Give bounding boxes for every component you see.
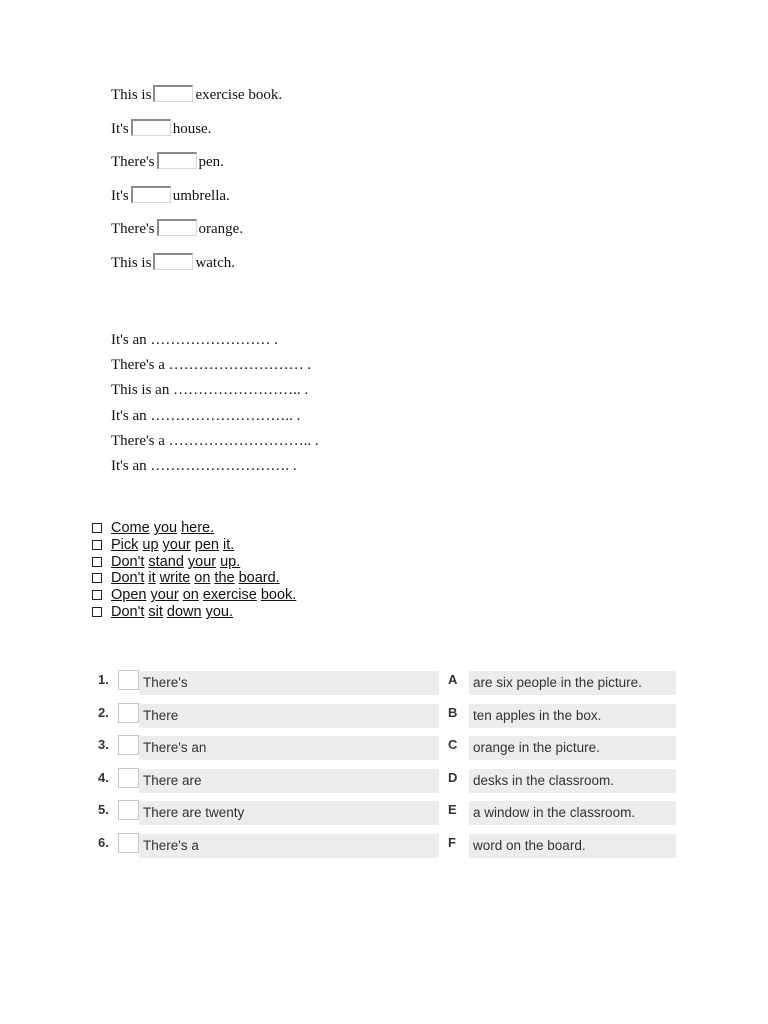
match-row bbox=[0, 735, 768, 768]
option-letter: E bbox=[448, 802, 457, 817]
scrambled-word: on bbox=[182, 587, 199, 604]
scrambled-word: it. bbox=[222, 536, 235, 553]
scrambled-word: exercise bbox=[202, 587, 257, 604]
item-number: 2. bbox=[98, 704, 109, 720]
dotted-sentence: This is an …………………….. . bbox=[111, 382, 309, 399]
scrambled-word: you bbox=[153, 520, 178, 536]
answer-box[interactable] bbox=[153, 253, 193, 270]
unscramble-row bbox=[92, 570, 300, 587]
scrambled-word: Pick bbox=[111, 536, 139, 553]
checkbox-icon[interactable] bbox=[92, 540, 102, 550]
match-row bbox=[0, 833, 768, 866]
match-row bbox=[0, 703, 768, 736]
scrambled-word: up bbox=[142, 536, 159, 553]
scrambled-word: board. bbox=[238, 570, 280, 587]
sentence-start-cell: There bbox=[139, 704, 439, 728]
fill-in-row bbox=[111, 220, 282, 254]
answer-letter-box[interactable] bbox=[118, 800, 139, 820]
checkbox-icon[interactable] bbox=[92, 573, 102, 583]
item-number: 5. bbox=[98, 802, 109, 817]
sentence-end: umbrella. bbox=[172, 187, 230, 204]
scrambled-word: sit bbox=[148, 603, 163, 620]
sentence-end-cell: word on the board. bbox=[469, 834, 676, 858]
scrambled-word: your bbox=[150, 587, 179, 604]
scrambled-word: Don't bbox=[111, 570, 145, 587]
option-letter: C bbox=[448, 737, 458, 752]
sentence-end: orange. bbox=[198, 221, 244, 237]
sentence-end-cell: ten apples in the box. bbox=[469, 704, 676, 728]
sentence-end-cell: desks in the classroom. bbox=[469, 769, 676, 793]
scrambled-word: Come bbox=[111, 520, 150, 536]
fill-in-row bbox=[111, 153, 282, 187]
scrambled-word: the bbox=[214, 570, 235, 587]
scrambled-word: book. bbox=[260, 587, 297, 604]
scrambled-word: your bbox=[187, 553, 217, 570]
answer-box[interactable] bbox=[157, 219, 197, 236]
answer-box[interactable] bbox=[157, 152, 197, 169]
fill-in-row bbox=[111, 254, 282, 288]
sentence-end: pen. bbox=[198, 154, 224, 170]
scrambled-word: pen bbox=[194, 536, 219, 553]
unscramble-sentences-exercise bbox=[92, 520, 300, 621]
sentence-start: There's bbox=[111, 221, 155, 237]
dotted-sentence: It's an …………………… . bbox=[111, 332, 278, 348]
scrambled-word: stand bbox=[148, 553, 184, 570]
unscramble-row bbox=[92, 520, 300, 537]
scrambled-word: you. bbox=[205, 603, 233, 620]
answer-box[interactable] bbox=[153, 85, 193, 102]
sentence-end: watch. bbox=[195, 254, 236, 271]
sentence-start: It's bbox=[111, 120, 129, 137]
option-letter: A bbox=[448, 672, 458, 687]
option-letter: F bbox=[448, 834, 456, 850]
sentence-end: house. bbox=[172, 120, 212, 137]
item-number: 4. bbox=[98, 769, 109, 785]
scrambled-word: Don't bbox=[111, 553, 145, 570]
answer-letter-box[interactable] bbox=[118, 703, 139, 723]
answer-letter-box[interactable] bbox=[118, 833, 139, 853]
sentence-start: There's bbox=[111, 154, 155, 170]
answer-letter-box[interactable] bbox=[118, 670, 139, 690]
option-letter: D bbox=[448, 769, 458, 785]
unscramble-row bbox=[92, 587, 300, 604]
sentence-start-cell: There's an bbox=[139, 736, 439, 760]
sentence-end: exercise book. bbox=[195, 87, 283, 103]
sentence-end-cell: orange in the picture. bbox=[469, 736, 676, 760]
match-row bbox=[0, 800, 768, 833]
sentence-start-cell: There's a bbox=[139, 834, 439, 858]
dotted-sentence: There's a ……………………… . bbox=[111, 357, 312, 374]
item-number: 1. bbox=[98, 672, 109, 687]
unscramble-row bbox=[92, 554, 300, 571]
scrambled-word: your bbox=[162, 536, 191, 553]
sentence-start: This is bbox=[111, 254, 152, 271]
option-letter: B bbox=[448, 704, 458, 720]
match-row bbox=[0, 768, 768, 801]
scrambled-word: down bbox=[166, 603, 202, 620]
sentence-start-cell: There are twenty bbox=[139, 801, 439, 825]
scrambled-word: Don't bbox=[111, 603, 145, 620]
write-sentence-exercise bbox=[111, 331, 319, 482]
answer-letter-box[interactable] bbox=[118, 768, 139, 788]
fill-in-row bbox=[111, 120, 282, 154]
matching-exercise bbox=[0, 670, 768, 865]
sentence-end-cell: a window in the classroom. bbox=[469, 801, 676, 825]
scrambled-word: it bbox=[148, 570, 156, 587]
scrambled-word: write bbox=[159, 570, 191, 587]
dotted-sentence: It's an ………………………. . bbox=[111, 457, 297, 474]
sentence-start-cell: There's bbox=[139, 671, 439, 695]
dotted-sentence: There's a ……………………….. . bbox=[111, 432, 319, 449]
fill-in-row bbox=[111, 187, 282, 221]
sentence-end-cell: are six people in the picture. bbox=[469, 671, 676, 695]
checkbox-icon[interactable] bbox=[92, 607, 102, 617]
answer-letter-box[interactable] bbox=[118, 735, 139, 755]
scrambled-word: Open bbox=[111, 587, 147, 604]
checkbox-icon[interactable] bbox=[92, 557, 102, 567]
scrambled-word: here. bbox=[181, 520, 215, 536]
sentence-start: It's bbox=[111, 187, 129, 204]
checkbox-icon[interactable] bbox=[92, 523, 102, 533]
item-number: 6. bbox=[98, 834, 109, 850]
sentence-start: This is bbox=[111, 87, 152, 103]
match-row bbox=[0, 670, 768, 703]
dotted-sentence: It's an ……………………….. . bbox=[111, 407, 301, 424]
scrambled-word: up. bbox=[220, 553, 241, 570]
scrambled-word: on bbox=[194, 570, 211, 587]
checkbox-icon[interactable] bbox=[92, 590, 102, 600]
unscramble-row bbox=[92, 537, 300, 554]
answer-box[interactable] bbox=[131, 119, 171, 136]
unscramble-row bbox=[92, 604, 300, 621]
sentence-start-cell: There are bbox=[139, 769, 439, 793]
fill-in-article-exercise bbox=[111, 86, 282, 287]
answer-box[interactable] bbox=[131, 186, 171, 203]
fill-in-row bbox=[111, 86, 282, 120]
item-number: 3. bbox=[98, 737, 109, 752]
